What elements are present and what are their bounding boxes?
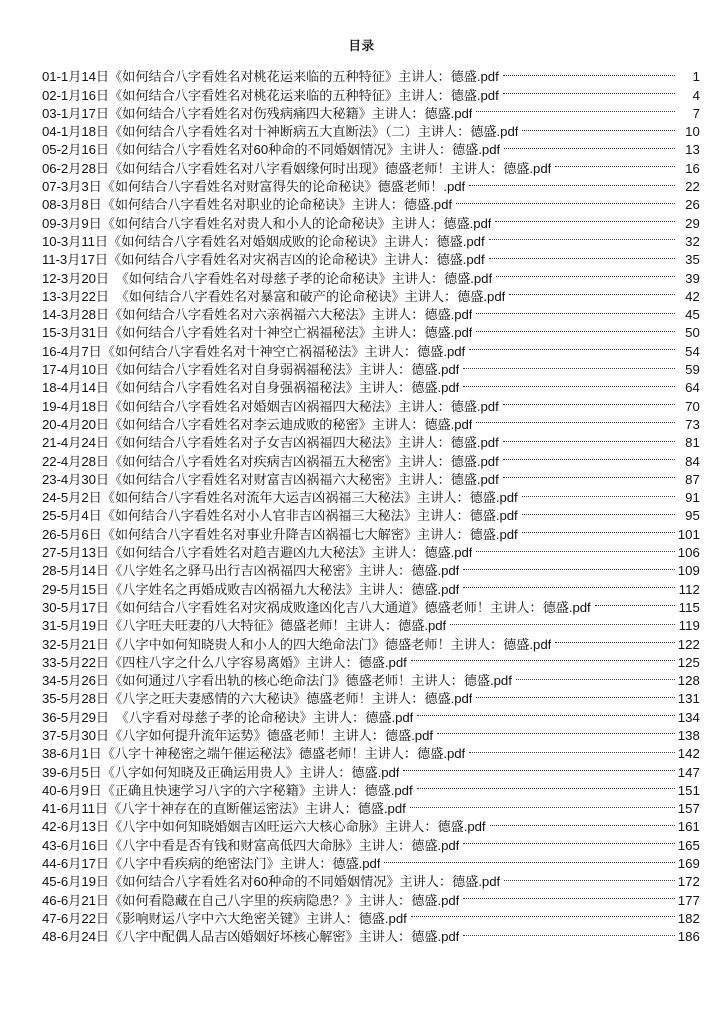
toc-leader-dots xyxy=(463,886,674,904)
toc-leader-dots xyxy=(496,264,675,282)
toc-entry-page-number: 109 xyxy=(677,563,700,579)
toc-entry-page-number: 22 xyxy=(685,179,700,195)
toc-entry-page-number: 32 xyxy=(685,233,700,249)
toc-entry-page-number: 10 xyxy=(685,124,700,140)
toc-leader-dots xyxy=(504,136,675,154)
toc-entry-label: 18-4月14日《如何结合八字看姓名对自身强祸福秘法》主讲人：德盛.pdf xyxy=(42,380,460,396)
toc-entry-page-number: 131 xyxy=(677,691,700,707)
toc-entry-label: 41-6月11日《八字十神存在的直断催运密法》主讲人：德盛.pdf xyxy=(42,801,406,817)
toc-leader-dots xyxy=(476,685,674,703)
toc-leader-dots xyxy=(476,301,675,319)
toc-leader-dots xyxy=(503,466,675,484)
toc-leader-dots xyxy=(463,831,674,849)
toc-entry-label: 36-5月29日 《八字看对母慈子孝的论命秘诀》主讲人：德盛.pdf xyxy=(42,709,414,725)
toc-leader-dots xyxy=(489,228,675,246)
toc-entry-label: 19-4月18日《如何结合八字看姓名对婚姻吉凶祸福四大秘法》主讲人：德盛.pdf xyxy=(42,398,499,414)
toc-entry-label: 15-3月31日《如何结合八字看姓名对十神空亡祸福秘法》主讲人：德盛.pdf xyxy=(42,325,473,341)
toc-leader-dots xyxy=(437,722,675,740)
toc-leader-dots xyxy=(509,283,675,301)
toc-entry-page-number: 138 xyxy=(677,727,700,743)
toc-entry-label: 11-3月17日《如何结合八字看姓名对灾祸吉凶的论命秘诀》主讲人：德盛.pdf xyxy=(42,252,485,268)
toc-leader-dots xyxy=(516,667,675,685)
toc-entry-label: 33-5月22日《四柱八字之什么八字容易离婚》主讲人：德盛.pdf xyxy=(42,654,407,670)
toc-leader-dots xyxy=(555,630,674,648)
toc-entry-label: 45-6月19日《如何结合八字看姓名对60种命的不同婚姻情况》主讲人：德盛.pdf xyxy=(42,874,501,890)
toc-leader-dots xyxy=(555,154,675,172)
toc-entry-page-number: 13 xyxy=(685,142,700,158)
toc-entry-page-number: 91 xyxy=(685,490,700,506)
toc-entry-page-number: 39 xyxy=(685,270,700,286)
toc-leader-dots xyxy=(489,246,675,264)
toc-entry-page-number: 151 xyxy=(677,782,700,798)
toc-entry-page-number: 84 xyxy=(685,453,700,469)
toc-leader-dots xyxy=(469,173,675,191)
toc-entry-label: 08-3月8日《如何结合八字看姓名对职业的论命秘诀》主讲人：德盛.pdf xyxy=(42,197,452,213)
toc-leader-dots xyxy=(463,557,674,575)
toc-entry-label: 24-5月2日《如何结合八字看姓名对流年大运吉凶祸福三大秘法》主讲人：德盛.pdf xyxy=(42,490,518,506)
toc-entry-page-number: 81 xyxy=(685,435,700,451)
toc-leader-dots xyxy=(503,392,675,410)
toc-entry-label: 46-6月21日《如何看隐藏在自己八字里的疾病隐患？》主讲人：德盛.pdf xyxy=(42,892,460,908)
toc-entry-label: 04-1月18日《如何结合八字看姓名对十神断病五大直断法》（二）主讲人：德盛.pdf xyxy=(42,124,519,140)
toc-entry-page-number: 4 xyxy=(692,87,700,103)
toc-entry-page-number: 95 xyxy=(685,508,700,524)
toc-entry-label: 01-1月14日《如何结合八字看姓名对桃花运来临的五种特征》主讲人：德盛.pdf xyxy=(42,69,499,85)
toc-leader-dots xyxy=(463,356,675,374)
toc-entry-label: 38-6月1日《八字十神秘密之端午催运秘法》德盛老师！主讲人：德盛.pdf xyxy=(42,746,466,762)
toc-entry-label: 39-6月5日《八字如何知晓及正确运用贵人》主讲人：德盛.pdf xyxy=(42,764,400,780)
toc-entry-label: 16-4月7日《如何结合八字看姓名对十神空亡祸福秘法》主讲人：德盛.pdf xyxy=(42,343,466,359)
toc-leader-dots xyxy=(495,209,675,227)
toc-entry-page-number: 35 xyxy=(685,252,700,268)
toc-entry-page-number: 73 xyxy=(685,416,700,432)
toc-entry-label: 13-3月22日 《如何结合八字看姓名对暴富和破产的论命秘诀》主讲人：德盛.pdf xyxy=(42,288,506,304)
toc-entry-page-number: 112 xyxy=(678,581,700,597)
toc-entry-label: 34-5月26日《如何通过八字看出轨的核心绝命法门》德盛老师！主讲人：德盛.pdf xyxy=(42,673,512,689)
toc-entry-page-number: 87 xyxy=(685,471,700,487)
toc-entry-page-number: 7 xyxy=(692,105,700,121)
toc-entry-label: 32-5月21日《八字中如何知晓贵人和小人的四大绝命法门》德盛老师！主讲人：德盛.pdf xyxy=(42,636,552,652)
toc-entry-page-number: 26 xyxy=(685,197,700,213)
toc-entry-page-number: 106 xyxy=(677,545,700,561)
toc-entry-page-number: 115 xyxy=(678,599,700,615)
toc-leader-dots xyxy=(469,337,675,355)
toc-entry-label: 47-6月22日《影响财运八字中六大绝密关键》主讲人：德盛.pdf xyxy=(42,910,407,926)
toc-entry-page-number: 142 xyxy=(677,746,700,762)
toc-entry[interactable] xyxy=(42,63,700,85)
toc-entry-page-number: 29 xyxy=(685,215,700,231)
toc-leader-dots xyxy=(522,118,675,136)
toc-entry-label: 43-6月16日《八字中看是否有钱和财富高低四大命脉》主讲人：德盛.pdf xyxy=(42,837,460,853)
toc-leader-dots xyxy=(456,191,675,209)
toc-entry-label: 07-3月3日《如何结合八字看姓名对财富得失的论命秘诀》德盛老师！.pdf xyxy=(42,179,466,195)
toc-leader-dots xyxy=(410,795,675,813)
toc-leader-dots xyxy=(411,905,675,923)
toc-entry-page-number: 64 xyxy=(685,380,700,396)
toc-entry-label: 31-5月19日《八字旺夫旺妻的八大特征》德盛老师！主讲人：德盛.pdf xyxy=(42,618,447,634)
toc-leader-dots xyxy=(476,411,675,429)
toc-leader-dots xyxy=(384,850,674,868)
toc-entry-page-number: 169 xyxy=(677,856,700,872)
toc-entry-page-number: 125 xyxy=(677,654,700,670)
toc-entry-page-number: 172 xyxy=(677,874,700,890)
toc-leader-dots xyxy=(463,575,675,593)
toc-entry-label: 29-5月15日《八字姓名之再婚成败吉凶祸福九大秘法》主讲人：德盛.pdf xyxy=(42,581,460,597)
toc-leader-dots xyxy=(476,319,675,337)
toc-leader-dots xyxy=(403,758,674,776)
page-title: 目录 xyxy=(348,39,375,53)
toc-leader-dots xyxy=(522,520,675,538)
toc-entry-label: 25-5月4日《如何结合八字看姓名对小人官非吉凶祸福三大秘法》主讲人：德盛.pdf xyxy=(42,508,518,524)
toc-leader-dots xyxy=(463,923,674,941)
toc-leader-dots xyxy=(469,740,675,758)
toc-entry-label: 22-4月28日《如何结合八字看姓名对疾病吉凶祸福五大秘密》主讲人：德盛.pdf xyxy=(42,453,499,469)
toc-leader-dots xyxy=(417,703,674,721)
toc-entry-page-number: 42 xyxy=(685,288,700,304)
toc-entry-label: 28-5月14日《八字姓名之驿马出行吉凶祸福四大秘密》主讲人：德盛.pdf xyxy=(42,563,460,579)
toc-leader-dots xyxy=(503,63,675,81)
toc-entry-page-number: 1 xyxy=(692,69,700,85)
toc-leader-dots xyxy=(476,100,675,118)
toc-entry-page-number: 165 xyxy=(677,837,700,853)
toc-entry-page-number: 177 xyxy=(677,892,700,908)
toc-entry-label: 35-5月28日《八字之旺夫妻感情的六大秘诀》德盛老师！主讲人：德盛.pdf xyxy=(42,691,473,707)
toc-entry-label: 48-6月24日《八字中配偶人品吉凶婚姻好坏核心解密》主讲人：德盛.pdf xyxy=(42,929,460,945)
toc-list xyxy=(0,54,723,945)
toc-entry-label: 09-3月9日《如何结合八字看姓名对贵人和小人的论命秘诀》主讲人：德盛.pdf xyxy=(42,215,492,231)
toc-entry-label: 05-2月16日《如何结合八字看姓名对60种命的不同婚姻情况》主讲人：德盛.pdf xyxy=(42,142,501,158)
toc-leader-dots xyxy=(503,81,675,99)
toc-entry-page-number: 16 xyxy=(685,160,700,176)
toc-entry-label: 23-4月30日《如何结合八字看姓名对财富吉凶祸福六大秘密》主讲人：德盛.pdf xyxy=(42,471,499,487)
toc-entry-label: 42-6月13日《八字中如何知晓婚姻吉凶旺运六大核心命脉》主讲人：德盛.pdf xyxy=(42,819,486,835)
toc-entry-page-number: 70 xyxy=(685,398,700,414)
toc-leader-dots xyxy=(463,374,675,392)
toc-entry-page-number: 161 xyxy=(677,819,700,835)
toc-leader-dots xyxy=(504,868,675,886)
toc-entry-label: 44-6月17日《八字中看疾病的绝密法门》主讲人：德盛.pdf xyxy=(42,856,381,872)
toc-entry-label: 03-1月17日《如何结合八字看姓名对伤残病痛四大秘籍》主讲人：德盛.pdf xyxy=(42,105,473,121)
toc-entry-page-number: 186 xyxy=(677,929,700,945)
toc-leader-dots xyxy=(503,447,675,465)
toc-entry-page-number: 182 xyxy=(677,910,700,926)
toc-leader-dots xyxy=(522,484,675,502)
toc-entry-page-number: 54 xyxy=(685,343,700,359)
toc-leader-dots xyxy=(417,777,675,795)
toc-leader-dots xyxy=(450,612,675,630)
toc-leader-dots xyxy=(503,429,675,447)
toc-leader-dots xyxy=(522,502,675,520)
toc-leader-dots xyxy=(490,813,675,831)
toc-entry-page-number: 119 xyxy=(678,618,700,634)
toc-entry-label: 14-3月28日《如何结合八字看姓名对六亲祸福六大秘法》主讲人：德盛.pdf xyxy=(42,307,473,323)
toc-leader-dots xyxy=(595,594,675,612)
toc-entry-page-number: 59 xyxy=(685,362,700,378)
toc-entry-page-number: 101 xyxy=(677,526,700,542)
toc-entry-label: 30-5月17日《如何结合八字看姓名对灾祸成败逢凶化吉八大通道》德盛老师！主讲人：德盛.pdf xyxy=(42,599,591,615)
toc-leader-dots xyxy=(411,649,675,667)
toc-entry-label: 27-5月13日《如何结合八字看姓名对趋吉避凶九大秘法》主讲人：德盛.pdf xyxy=(42,545,473,561)
toc-entry-page-number: 157 xyxy=(677,801,700,817)
toc-entry-page-number: 122 xyxy=(677,636,700,652)
toc-entry-label: 37-5月30日《八字如何提升流年运势》德盛老师！主讲人：德盛.pdf xyxy=(42,727,433,743)
toc-entry-label: 02-1月16日《如何结合八字看姓名对桃花运来临的五种特征》主讲人：德盛.pdf xyxy=(42,87,499,103)
toc-entry-label: 21-4月24日《如何结合八字看姓名对子女吉凶祸福四大秘法》主讲人：德盛.pdf xyxy=(42,435,499,451)
toc-entry-label: 12-3月20日 《如何结合八字看姓名对母慈子孝的论命秘诀》主讲人：德盛.pdf xyxy=(42,270,493,286)
toc-entry-page-number: 50 xyxy=(685,325,700,341)
toc-entry-page-number: 134 xyxy=(677,709,700,725)
toc-entry-page-number: 45 xyxy=(685,307,700,323)
toc-leader-dots xyxy=(476,539,674,557)
toc-entry-page-number: 128 xyxy=(677,673,700,689)
toc-entry-label: 10-3月11日《如何结合八字看姓名对婚姻成败的论命秘诀》主讲人：德盛.pdf xyxy=(42,233,485,249)
toc-entry-page-number: 147 xyxy=(677,764,700,780)
toc-entry-label: 06-2月28日《如何结合八字看姓名对八字看姻缘何时出现》德盛老师！主讲人：德盛.pdf xyxy=(42,160,552,176)
toc-entry-label: 40-6月9日《正确且快速学习八字的六字秘籍》主讲人：德盛.pdf xyxy=(42,782,413,798)
toc-entry-label: 17-4月10日《如何结合八字看姓名对自身弱祸福秘法》主讲人：德盛.pdf xyxy=(42,362,460,378)
toc-entry-label: 20-4月20日《如何结合八字看姓名对李云迪成败的秘密》主讲人：德盛.pdf xyxy=(42,416,473,432)
toc-entry-label: 26-5月6日《如何结合八字看姓名对事业升降吉凶祸福七大解密》主讲人：德盛.pdf xyxy=(42,526,518,542)
